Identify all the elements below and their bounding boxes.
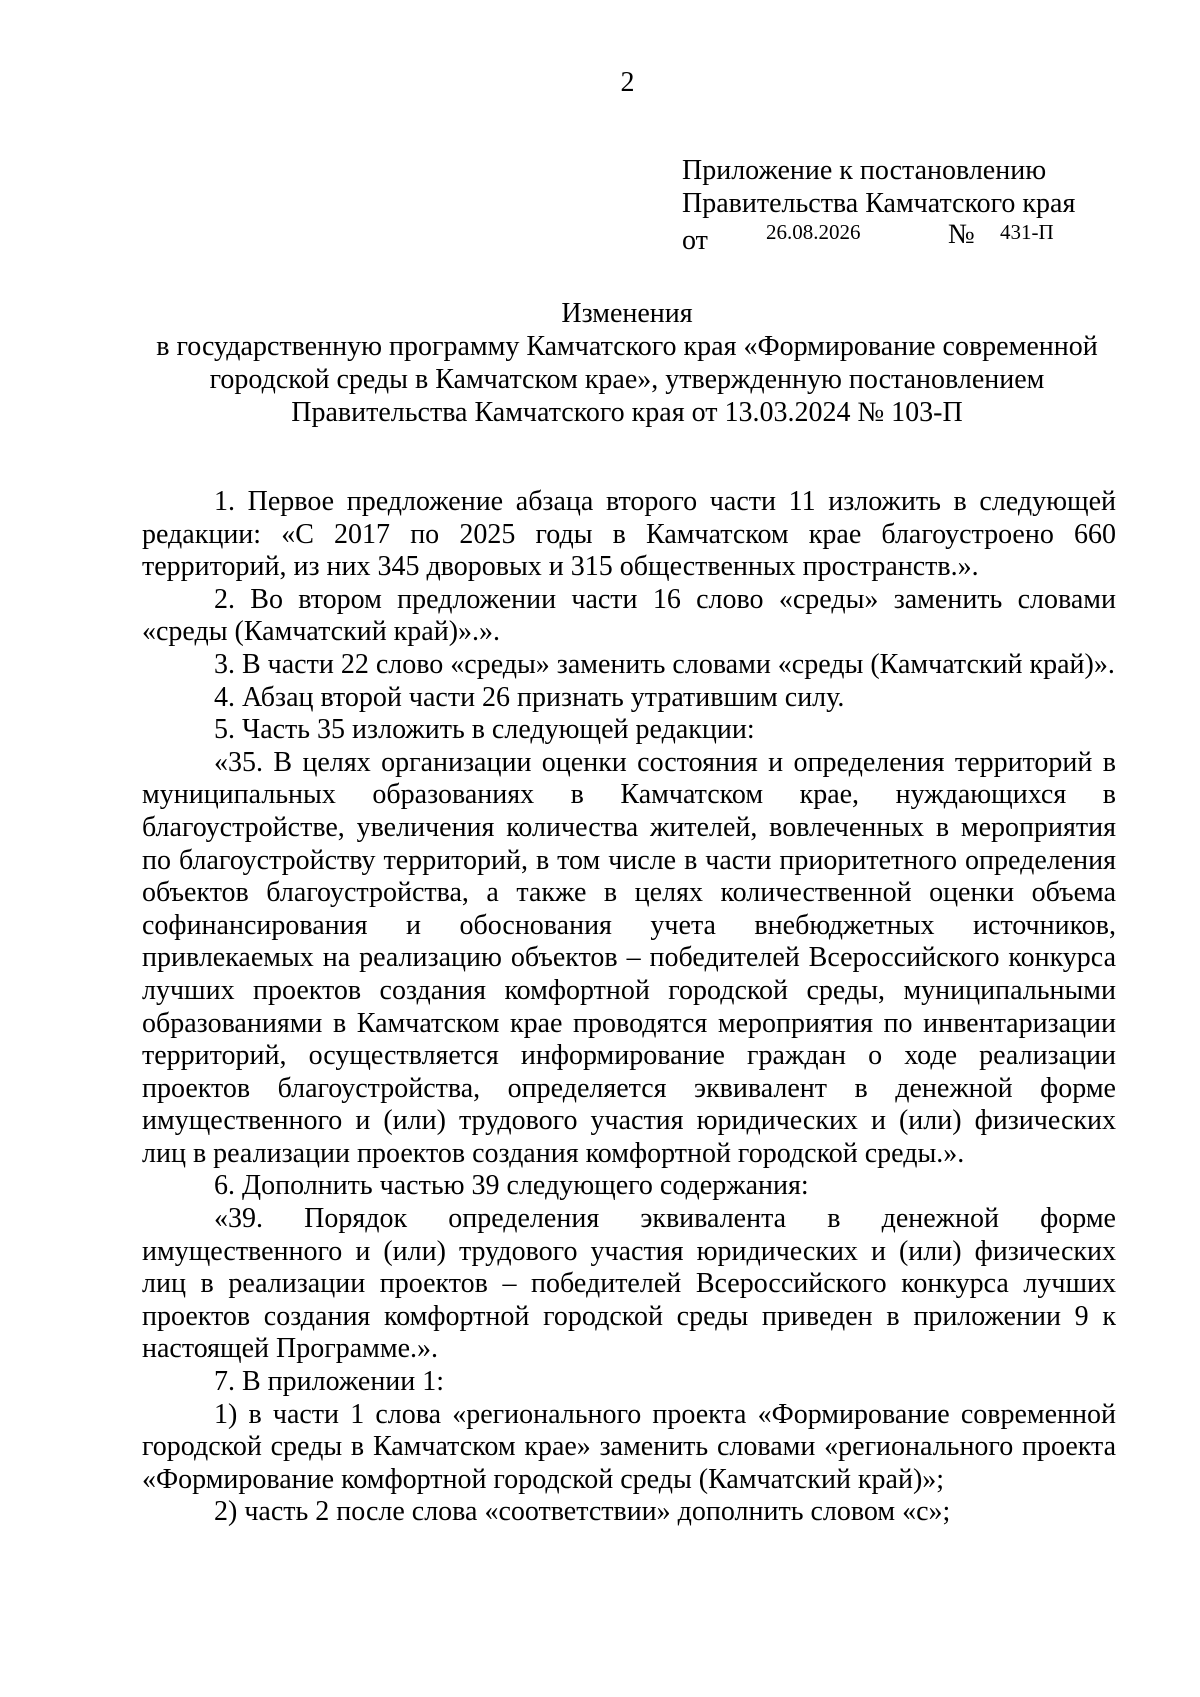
document-date: 26.08.2026 [766,220,861,244]
title-line-3: городской среды в Камчатском крае», утвержденную постановлением [209,364,1045,395]
document-title [140,297,1114,429]
approval-line-2: Правительства Камчатского края [682,188,1076,219]
title-line-4: Правительства Камчатского края от 13.03.2024 № 103-П [291,397,963,428]
paragraph-7: 6. Дополнить частью 39 следующего содержания: [214,1170,809,1202]
approval-line-1: Приложение к постановлению [682,155,1047,186]
page-number: 2 [620,67,635,98]
number-sign: № [948,219,975,250]
paragraph-1: 1. Первое предложение абзаца второго части 11 изложить в следующей редакции: «С 2017 по 2025 годы в Камчатском крае благоустроено 660 территорий, из них 345 дворовых и 315 общественных пространств.». [142,486,1116,583]
paragraph-4: 4. Абзац второй части 26 признать утратившим силу. [214,681,845,713]
paragraph-10: 1) в части 1 слова «регионального проекта «Формирование современной городской среды в Камчатском крае» заменить словами «регионального проекта «Формирование комфортной городской среды (Камчатский край)»; [142,1398,1116,1495]
title-line-1: Изменения [561,298,693,329]
paragraph-9: 7. В приложении 1: [214,1366,445,1398]
from-label: от [682,225,708,256]
approval-block [682,154,1076,256]
title-line-2: в государственную программу Камчатского края «Формирование современной [156,331,1098,362]
paragraph-11: 2) часть 2 после слова «соответствии» дополнить словом «с»; [214,1496,951,1528]
document-body [142,486,1116,1529]
document-number: 431-П [1000,220,1054,244]
paragraph-6: «35. В целях организации оценки состояния и определения территорий в муниципальных образованиях в Камчатском крае, нуждающихся в благоустройстве, увеличения количества жителей, вовлеченных в мероприятия по благоустройству территорий, в том числе в части приоритетного определения объектов благоустройства, а также в целях количественной оценки объема софинансирования и обоснования учета внебюджетных источников, привлекаемых на реализацию объектов – победителей Всероссийского конкурса лучших проектов создания комфортной городской среды, муниципальными образованиями в Камчатском крае проводятся мероприятия по инвентаризации территорий, осуществляется информирование граждан о ходе реализации проектов благоустройства, определяется эквивалент в денежной форме имущественного и (или) трудового участия юридических и (или) физических лиц в реализации проектов создания комфортной городской среды.». [142,746,1116,1169]
approval-date-line [682,219,1075,256]
paragraph-3: 3. В части 22 слово «среды» заменить словами «среды (Камчатский край)». [214,648,1115,680]
paragraph-5: 5. Часть 35 изложить в следующей редакции: [214,714,755,746]
paragraph-8: «39. Порядок определения эквивалента в денежной форме имущественного и (или) трудового участия юридических и (или) физических лиц в реализации проектов – победителей Всероссийского конкурса лучших проектов создания комфортной городской среды приведен в приложении 9 к настоящей Программе.». [142,1203,1116,1365]
paragraph-2: 2. Во втором предложении части 16 слово «среды» заменить словами «среды (Камчатский край)».». [142,583,1116,648]
